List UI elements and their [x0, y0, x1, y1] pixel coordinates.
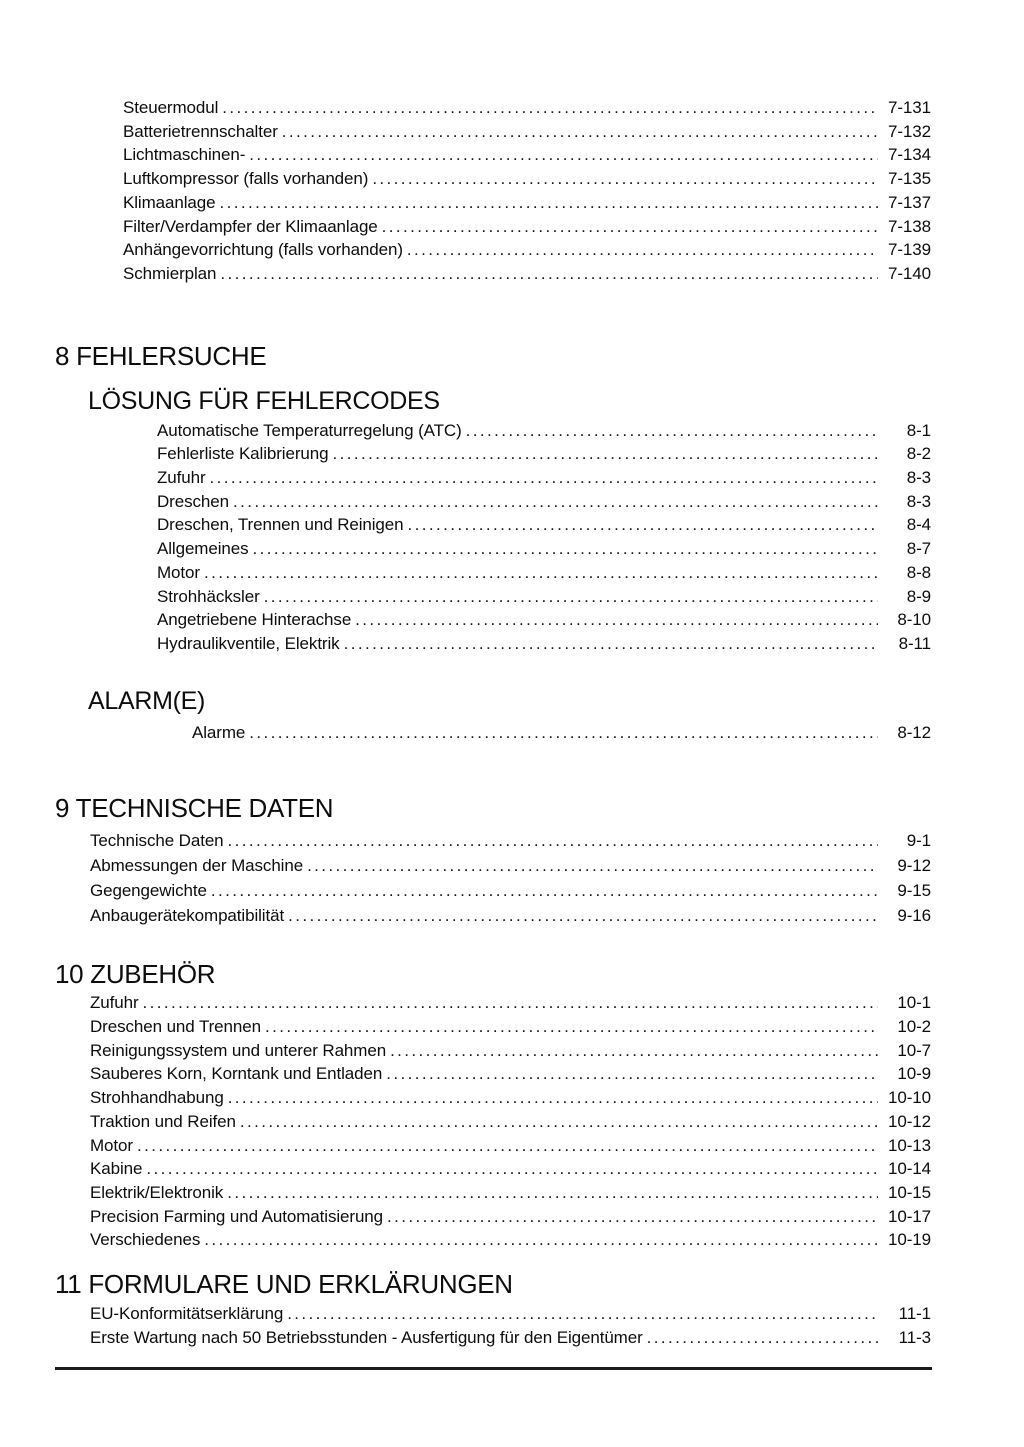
toc-entry-label: Sauberes Korn, Korntank und Entladen — [90, 1064, 383, 1084]
dot-leader — [228, 1086, 878, 1110]
toc-entry-page-number: 10-7 — [897, 1040, 931, 1060]
toc-entry-label: Angetriebene Hinterachse — [157, 610, 352, 630]
toc-entry-label: Alarme — [192, 722, 246, 742]
toc-entry-label: Strohhäcksler — [157, 586, 260, 606]
toc-entry-label: Automatische Temperaturregelung (ATC) — [157, 420, 462, 440]
toc-entry-page-number: 10-13 — [888, 1135, 931, 1155]
dot-leader — [287, 1302, 878, 1326]
toc-entry-page-number: 10-10 — [888, 1088, 931, 1108]
toc-entry — [123, 167, 931, 191]
toc-entry-page-number: 7-131 — [888, 98, 931, 117]
dot-leader — [240, 1110, 878, 1134]
toc-entry — [90, 1062, 931, 1086]
dot-leader — [372, 167, 878, 191]
toc-entry-page-number: 8-2 — [906, 444, 931, 464]
dot-leader — [210, 466, 878, 490]
toc-entry — [157, 419, 931, 443]
fehlercodes-list — [157, 419, 931, 656]
toc-entry-page-number: 7-135 — [888, 169, 931, 189]
toc-entry-label: Dreschen, Trennen und Reinigen — [157, 515, 404, 535]
toc-entry-page-number: 8-3 — [906, 468, 931, 488]
dot-leader — [386, 1062, 878, 1086]
toc-entry — [90, 903, 931, 928]
section-heading-technische-daten: 9 TECHNISCHE DATEN — [55, 793, 334, 824]
toc-entry-label: Lichtmaschinen- — [123, 145, 246, 165]
toc-entry-label: Zufuhr — [157, 468, 206, 488]
technische-daten-list — [90, 828, 931, 928]
dot-leader — [143, 991, 878, 1015]
dot-leader — [249, 143, 878, 167]
toc-entry — [90, 1302, 931, 1326]
alarme-list — [192, 721, 931, 745]
toc-entry — [90, 853, 931, 878]
toc-entry — [90, 1015, 931, 1039]
toc-entry-label: Traktion und Reifen — [90, 1111, 236, 1131]
toc-entry — [123, 215, 931, 239]
toc-entry — [90, 878, 931, 903]
toc-entry-page-number: 9-1 — [906, 831, 931, 851]
toc-entry-label: Allgemeines — [157, 539, 249, 559]
toc-entry-page-number: 7-138 — [888, 216, 931, 236]
toc-entry-label: Batterietrennschalter — [123, 121, 278, 141]
toc-entry-label: Motor — [90, 1135, 133, 1155]
toc-entry — [123, 120, 931, 144]
zubehoer-list — [90, 991, 931, 1252]
dot-leader — [146, 1157, 878, 1181]
dot-leader — [407, 238, 878, 262]
dot-leader — [211, 878, 878, 902]
toc-entry-label: Fehlerliste Kalibrierung — [157, 444, 329, 464]
toc-entry-page-number: 10-19 — [888, 1230, 931, 1250]
dot-leader — [204, 1228, 878, 1252]
toc-entry-page-number: 8-8 — [906, 562, 931, 582]
toc-entry-page-number: 7-139 — [888, 240, 931, 260]
toc-entry-page-number: 8-3 — [906, 491, 931, 511]
toc-entry-page-number: 9-12 — [897, 856, 931, 876]
toc-entry — [192, 721, 931, 745]
toc-entry-page-number: 10-14 — [888, 1159, 931, 1179]
toc-entry — [90, 1134, 931, 1158]
dot-leader — [253, 537, 878, 561]
toc-entry-label: Dreschen — [157, 491, 229, 511]
dot-leader — [233, 490, 878, 514]
toc-entry-page-number: 9-16 — [897, 906, 931, 926]
dot-leader — [249, 721, 878, 745]
section7-continuation-list — [123, 0, 931, 286]
toc-entry — [90, 1039, 931, 1063]
dot-leader — [227, 1181, 878, 1205]
toc-entry-label: Technische Daten — [90, 831, 224, 851]
toc-entry — [90, 1110, 931, 1134]
toc-entry-label: Klimaanlage — [123, 192, 216, 212]
dot-leader — [264, 585, 878, 609]
toc-entry-label: Reinigungssystem und unterer Rahmen — [90, 1040, 387, 1060]
toc-entry — [157, 466, 931, 490]
toc-entry-label: Verschiedenes — [90, 1230, 201, 1250]
toc-entry-page-number: 7-132 — [888, 121, 931, 141]
toc-entry — [90, 1181, 931, 1205]
toc-entry — [157, 490, 931, 514]
toc-entry-label: Filter/Verdampfer der Klimaanlage — [123, 216, 378, 236]
toc-entry — [123, 262, 931, 286]
dot-leader — [288, 903, 878, 927]
toc-entry — [157, 632, 931, 656]
dot-leader — [220, 262, 878, 286]
dot-leader — [137, 1134, 878, 1158]
toc-entry-page-number: 9-15 — [897, 881, 931, 901]
toc-entry — [90, 991, 931, 1015]
toc-entry-label: Zufuhr — [90, 993, 139, 1013]
dot-leader — [408, 513, 879, 537]
toc-entry-label: Motor — [157, 562, 200, 582]
dot-leader — [466, 419, 878, 443]
toc-entry — [90, 1228, 931, 1252]
toc-entry-label: Strohhandhabung — [90, 1088, 224, 1108]
toc-entry-label: Hydraulikventile, Elektrik — [157, 633, 340, 653]
toc-entry — [157, 537, 931, 561]
toc-entry-label: Luftkompressor (falls vorhanden) — [123, 169, 369, 189]
toc-entry-page-number: 8-1 — [906, 420, 931, 440]
toc-entry-page-number: 7-137 — [888, 192, 931, 212]
toc-entry-page-number: 10-1 — [897, 993, 931, 1013]
toc-entry-label: Abmessungen der Maschine — [90, 856, 304, 876]
toc-entry — [90, 1157, 931, 1181]
toc-entry-label: Dreschen und Trennen — [90, 1017, 261, 1037]
toc-entry-page-number: 8-9 — [906, 586, 931, 606]
formulare-list — [90, 1302, 931, 1349]
toc-entry-page-number: 10-17 — [888, 1206, 931, 1226]
toc-entry-page-number: 7-134 — [888, 145, 931, 165]
toc-entry — [90, 828, 931, 853]
dot-leader — [355, 608, 878, 632]
toc-entry-page-number: 11-3 — [898, 1327, 931, 1347]
toc-entry — [123, 191, 931, 215]
toc-entry-label: Kabine — [90, 1159, 143, 1179]
toc-entry — [157, 585, 931, 609]
toc-entry-page-number: 8-10 — [897, 610, 931, 630]
toc-entry — [90, 1326, 931, 1350]
section-heading-fehlersuche: 8 FEHLERSUCHE — [55, 340, 267, 371]
toc-entry-label: Schmierplan — [123, 263, 217, 283]
toc-entry-page-number: 7-140 — [888, 263, 931, 283]
subsection-heading-loesung-fuer-fehlercodes: LÖSUNG FÜR FEHLERCODES — [88, 386, 440, 415]
dot-leader — [204, 561, 878, 585]
toc-entry — [90, 1205, 931, 1229]
dot-leader — [382, 215, 878, 239]
toc-entry — [157, 561, 931, 585]
toc-entry-label: EU-Konformitätserklärung — [90, 1304, 284, 1324]
subsection-heading-alarme: ALARM(E) — [88, 686, 206, 715]
dot-leader — [307, 853, 878, 877]
toc-entry — [123, 143, 931, 167]
dot-leader — [390, 1039, 878, 1063]
bottom-rule — [55, 1367, 932, 1370]
toc-entry-page-number: 8-4 — [906, 515, 931, 535]
dot-leader — [265, 1015, 878, 1039]
toc-entry-page-number: 8-12 — [897, 722, 931, 742]
dot-leader — [219, 191, 878, 215]
toc-entry — [90, 1086, 931, 1110]
dot-leader — [228, 828, 878, 852]
toc-entry-page-number: 8-11 — [898, 633, 931, 653]
section-heading-formulare: 11 FORMULARE UND ERKLÄRUNGEN — [55, 1269, 513, 1300]
dot-leader — [344, 632, 878, 656]
toc-entry-page-number: 10-15 — [888, 1182, 931, 1202]
toc-entry-page-number: 10-2 — [897, 1017, 931, 1037]
toc-entry — [157, 513, 931, 537]
toc-entry-page-number: 11-1 — [898, 1304, 931, 1324]
toc-entry-label: Anhängevorrichtung (falls vorhanden) — [123, 240, 403, 260]
toc-entry — [123, 238, 931, 262]
dot-leader — [387, 1205, 878, 1229]
toc-entry-page-number: 10-9 — [897, 1064, 931, 1084]
toc-entry-label: Erste Wartung nach 50 Betriebsstunden - Ausfertigung für den Eigentümer — [90, 1327, 643, 1347]
toc-entry-label: Precision Farming und Automatisierung — [90, 1206, 384, 1226]
toc-entry-page-number: 10-12 — [888, 1111, 931, 1131]
section-heading-zubehoer: 10 ZUBEHÖR — [55, 959, 216, 990]
toc-entry — [123, 96, 931, 120]
toc-entry-label: Elektrik/Elektronik — [90, 1182, 224, 1202]
toc-entry-label: Gegengewichte — [90, 881, 207, 901]
dot-leader — [282, 120, 878, 144]
toc-entry — [157, 442, 931, 466]
dot-leader — [332, 442, 878, 466]
toc-entry-page-number: 8-7 — [906, 539, 931, 559]
toc-entry-label: Anbaugerätekompatibilität — [90, 906, 285, 926]
dot-leader — [222, 96, 878, 120]
toc-entry — [157, 608, 931, 632]
toc-entry-label: Steuermodul — [123, 98, 219, 117]
dot-leader — [647, 1326, 878, 1350]
